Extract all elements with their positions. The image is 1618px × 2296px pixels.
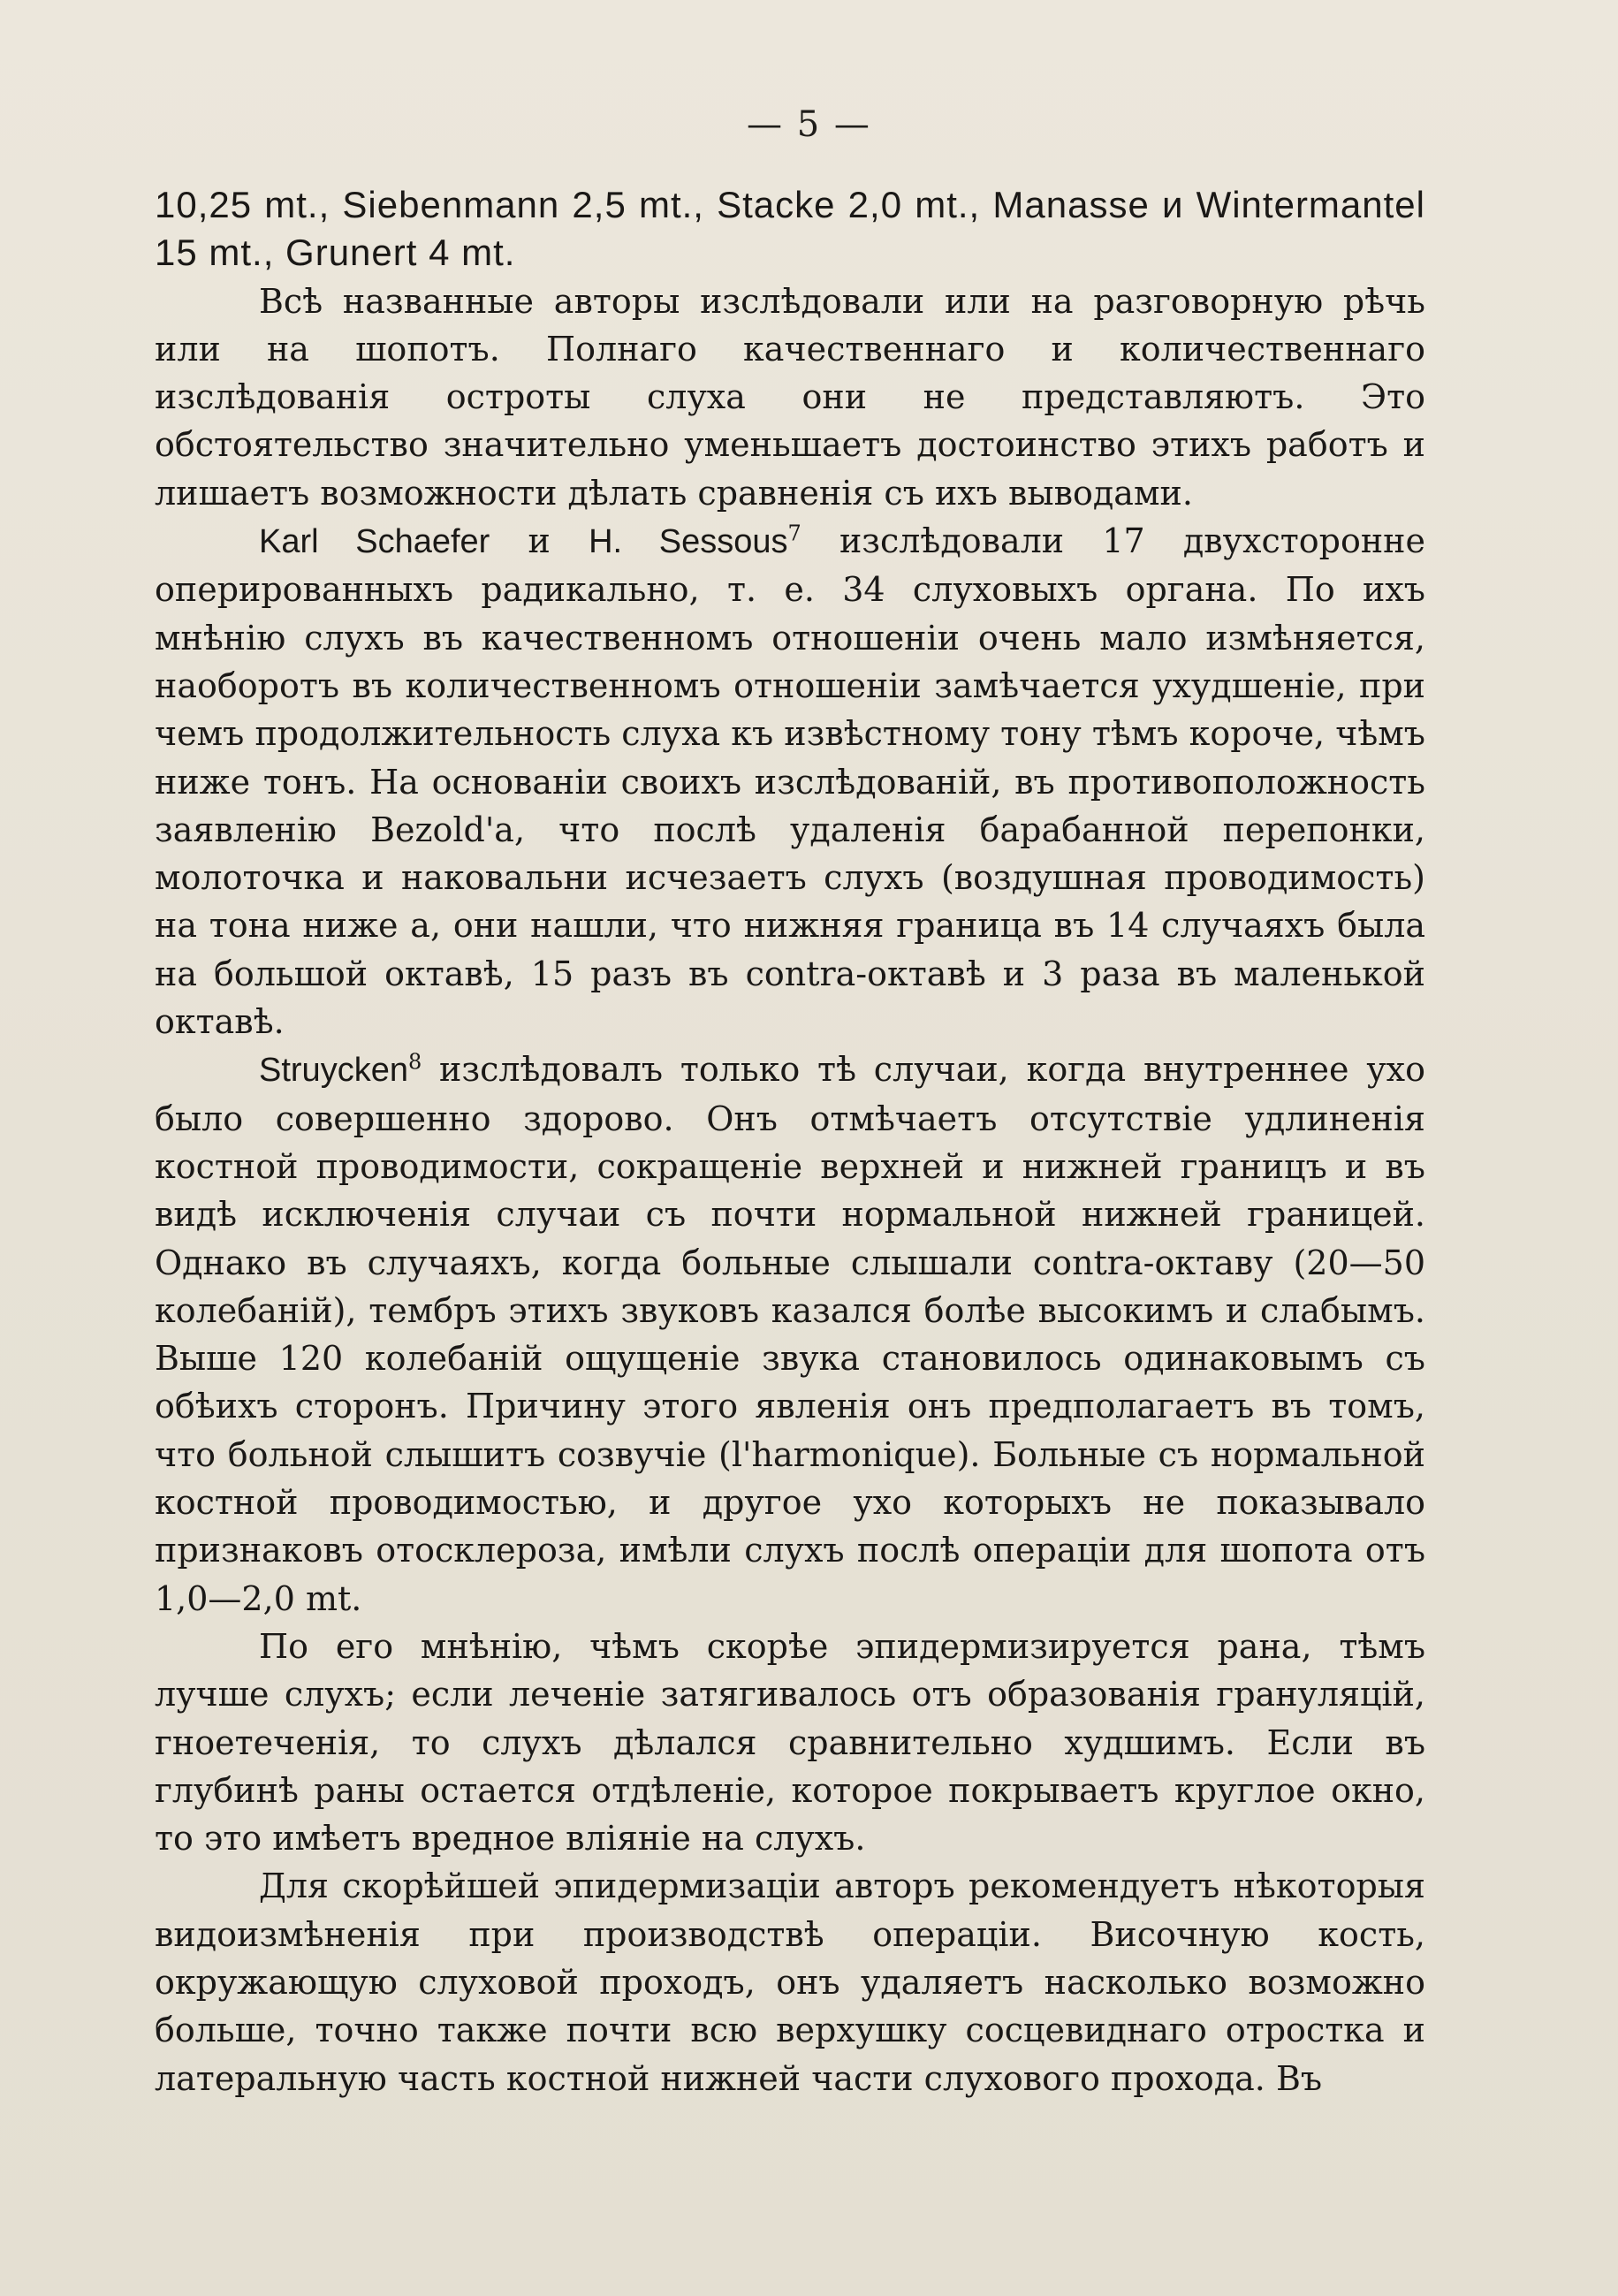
conjunction: и bbox=[490, 521, 589, 561]
paragraph-4 bbox=[155, 1045, 1425, 1623]
paragraph-3-text: изслѣдовали 17 двухсторонне оперированныхъ радикально, т. е. 34 слуховыхъ органа. По ихъ мнѣнію слухъ въ качественномъ отношеніи очень мало измѣняется, наоборотъ въ количественномъ отношеніи замѣчается ухудшеніе, при чемъ продолжительность слуха къ извѣстному тону тѣмъ короче, чѣмъ ниже тонъ. На основаніи своихъ изслѣдованій, въ противоположность заявленію Bezold'а, что послѣ удаленія барабанной перепонки, молоточка и наковальни исчезаетъ слухъ (воздушная проводимость) на тона ниже а, они нашли, что нижняя граница въ 14 случаяхъ была на большой октавѣ, 15 разъ въ contra-октавѣ и 3 раза въ маленькой октавѣ. bbox=[155, 521, 1425, 1042]
footnote-ref-8: 8 bbox=[407, 1049, 422, 1075]
paragraph-5: По его мнѣнію, чѣмъ скорѣе эпидермизируется рана, тѣмъ лучше слухъ; если леченіе затягивалось отъ образованія грануляцій, гноетеченія, то слухъ дѣлался сравнительно худшимъ. Если въ глубинѣ раны остается отдѣленіе, которое покрываетъ круглое окно, то это имѣетъ вредное вліяніе на слухъ. bbox=[155, 1626, 1425, 1859]
paragraph-1: 10,25 mt., Siebenmann 2,5 mt., Stacke 2,0 mt., Manasse и Wintermantel 15 mt., Grunert 4 mt. bbox=[155, 184, 1425, 274]
author-name-schaefer: Karl Schaefer bbox=[259, 523, 490, 561]
author-name-struycken: Struycken bbox=[259, 1052, 408, 1090]
body-text bbox=[155, 181, 1425, 2102]
author-name-sessous: H. Sessous bbox=[589, 523, 788, 561]
paragraph-3 bbox=[155, 517, 1425, 1045]
paragraph-2: Всѣ названные авторы изслѣдовали или на разговорную рѣчь или на шопотъ. Полнаго качественнаго и количественнаго изслѣдованія остроты слуха они не представляютъ. Это обстоятельство значительно уменьшаетъ достоинство этихъ работъ и лишаетъ возможности дѣлать сравненія съ ихъ выводами. bbox=[155, 281, 1425, 513]
page-number: — 5 — bbox=[747, 104, 871, 145]
paragraph-6: Для скорѣйшей эпидермизаціи авторъ рекомендуетъ нѣкоторыя видоизмѣненія при производствѣ операціи. Височную кость, окружающую слуховой проходъ, онъ удаляетъ насколько возможно больше, точно также почти всю верхушку сосцевиднаго отростка и латеральную часть костной нижней части слухового прохода. Въ bbox=[155, 1866, 1425, 2098]
paragraph-4-text: изслѣдовалъ только тѣ случаи, когда внутреннее ухо было совершенно здорово. Онъ отмѣчаетъ отсутствіе удлиненія костной проводимости, сокращеніе верхней и нижней границъ и въ видѣ исключенія случаи съ почти нормальной нижней границей. Однако въ случаяхъ, когда больные слышали contra-октаву (20—50 колебаній), тембръ этихъ звуковъ казался болѣе высокимъ и слабымъ. Выше 120 колебаній ощущеніе звука становилось одинаковымъ съ обѣихъ сторонъ. Причину этого явленія онъ предполагаетъ въ томъ, что больной слышитъ созвучіе (l'harmonique). Больные съ нормальной костной проводимостью, и другое ухо которыхъ не показывало признаковъ отосклероза, имѣли слухъ послѣ операціи для шопота отъ 1,0—2,0 mt. bbox=[155, 1050, 1425, 1618]
footnote-ref-7: 7 bbox=[787, 521, 801, 546]
